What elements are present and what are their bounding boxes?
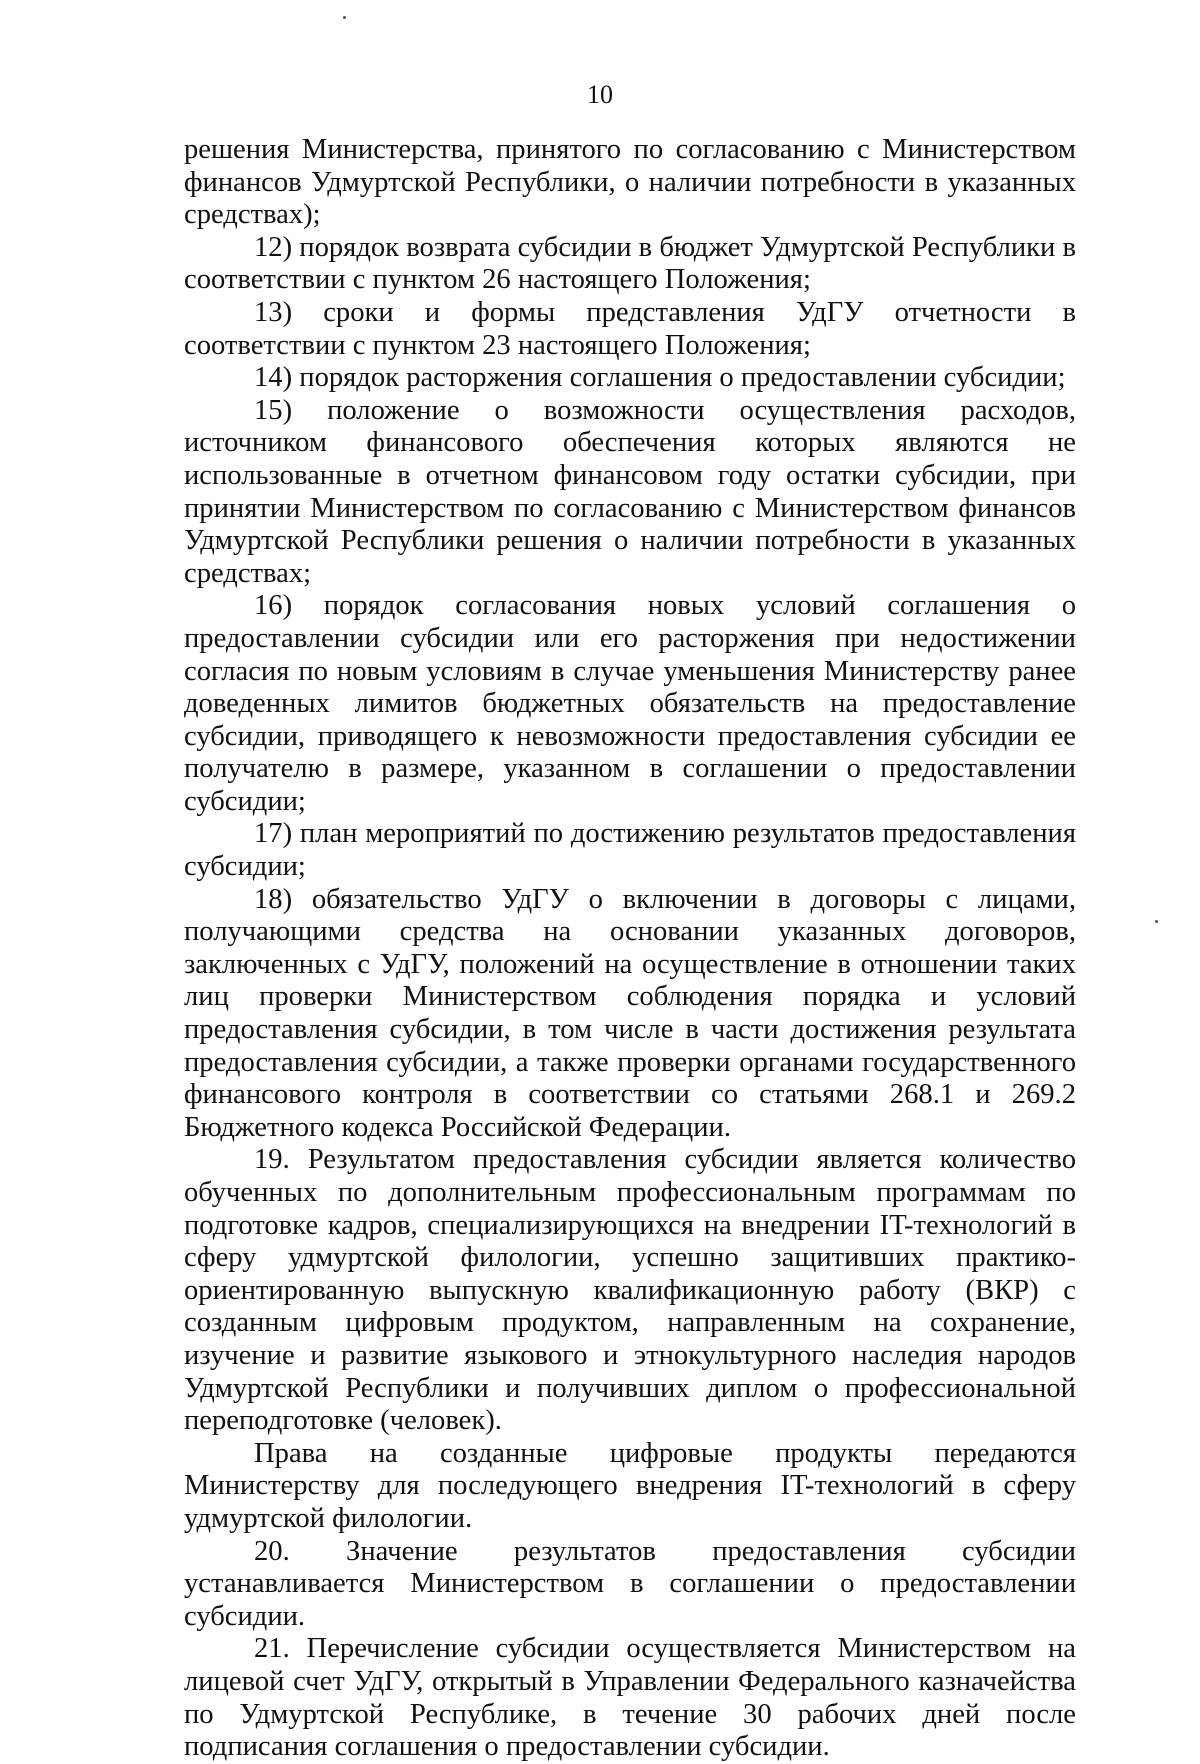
paragraph-item-14: 14) порядок расторжения соглашения о предоставлении субсидии; — [254, 362, 1066, 394]
paragraph-clause-19: 19. Результатом предоставления субсидии является количество обученных по дополнительным профессиональным программам по подготовке кадров, специализирующихся на внедрении IT-технологий в сферу удмуртской филологии, успешно защитивших практико-ориентированную выпускную квалификационную работу (ВКР) с созданным цифровым продуктом, направленным на сохранение, изучение и развитие языкового и этнокультурного наследия народов Удмуртской Республики и получивших диплом о профессиональной переподготовке (человек). — [184, 1144, 1076, 1437]
paragraph-item-16: 16) порядок согласования новых условий соглашения о предоставлении субсидии или его расторжения при недостижении согласия по новым условиям в случае уменьшения Министерству ранее доведенных лимитов бюджетных обязательств на предоставление субсидии, приводящего к невозможности предоставления субсидии ее получателю в размере, указанном в соглашении о предоставлении субсидии; — [184, 590, 1076, 817]
paragraph-rights: Права на созданные цифровые продукты передаются Министерству для последующего внедрения IT-технологий в сферу удмуртской филологии. — [184, 1437, 1076, 1534]
document-body — [184, 134, 1076, 1764]
paragraph-item-17: 17) план мероприятий по достижению результатов предоставления субсидии; — [184, 818, 1076, 883]
scan-speck-right — [1155, 920, 1158, 923]
paragraph-item-18: 18) обязательство УдГУ о включении в договоры с лицами, получающими средства на основании указанных договоров, заключенных с УдГУ, положений на осуществление в отношении таких лиц проверки Министерством соблюдения порядка и условий предоставления субсидии, в том числе в части достижения результата предоставления субсидии, а также проверки органами государственного финансового контроля в соответствии со статьями 268.1 и 269.2 Бюджетного кодекса Российской Федерации. — [184, 883, 1076, 1143]
page-number: 10 — [587, 80, 613, 109]
scan-speck-top — [343, 16, 346, 19]
paragraph-clause-20: 20. Значение результатов предоставления субсидии устанавливается Министерством в соглашении о предоставлении субсидии. — [184, 1535, 1076, 1632]
paragraph-clause-21: 21. Перечисление субсидии осуществляется Министерством на лицевой счет УдГУ, открытый в Управлении Федерального казначейства по Удмуртской Республике, в течение 30 рабочих дней после подписания соглашения о предоставлении субсидии. — [184, 1633, 1076, 1763]
paragraph-continuation: решения Министерства, принятого по согласованию с Министерством финансов Удмуртской Республики, о наличии потребности в указанных средствах); — [184, 134, 1076, 231]
paragraph-item-15: 15) положение о возможности осуществления расходов, источником финансового обеспечения которых являются не использованные в отчетном финансовом году остатки субсидии, при принятии Министерством по согласованию с Министерством финансов Удмуртской Республики решения о наличии потребности в указанных средствах; — [184, 394, 1076, 589]
paragraph-item-12: 12) порядок возврата субсидии в бюджет Удмуртской Республики в соответствии с пунктом 26 настоящего Положения; — [184, 231, 1076, 296]
paragraph-item-13: 13) сроки и формы представления УдГУ отчетности в соответствии с пунктом 23 настоящего Положения; — [184, 296, 1076, 361]
